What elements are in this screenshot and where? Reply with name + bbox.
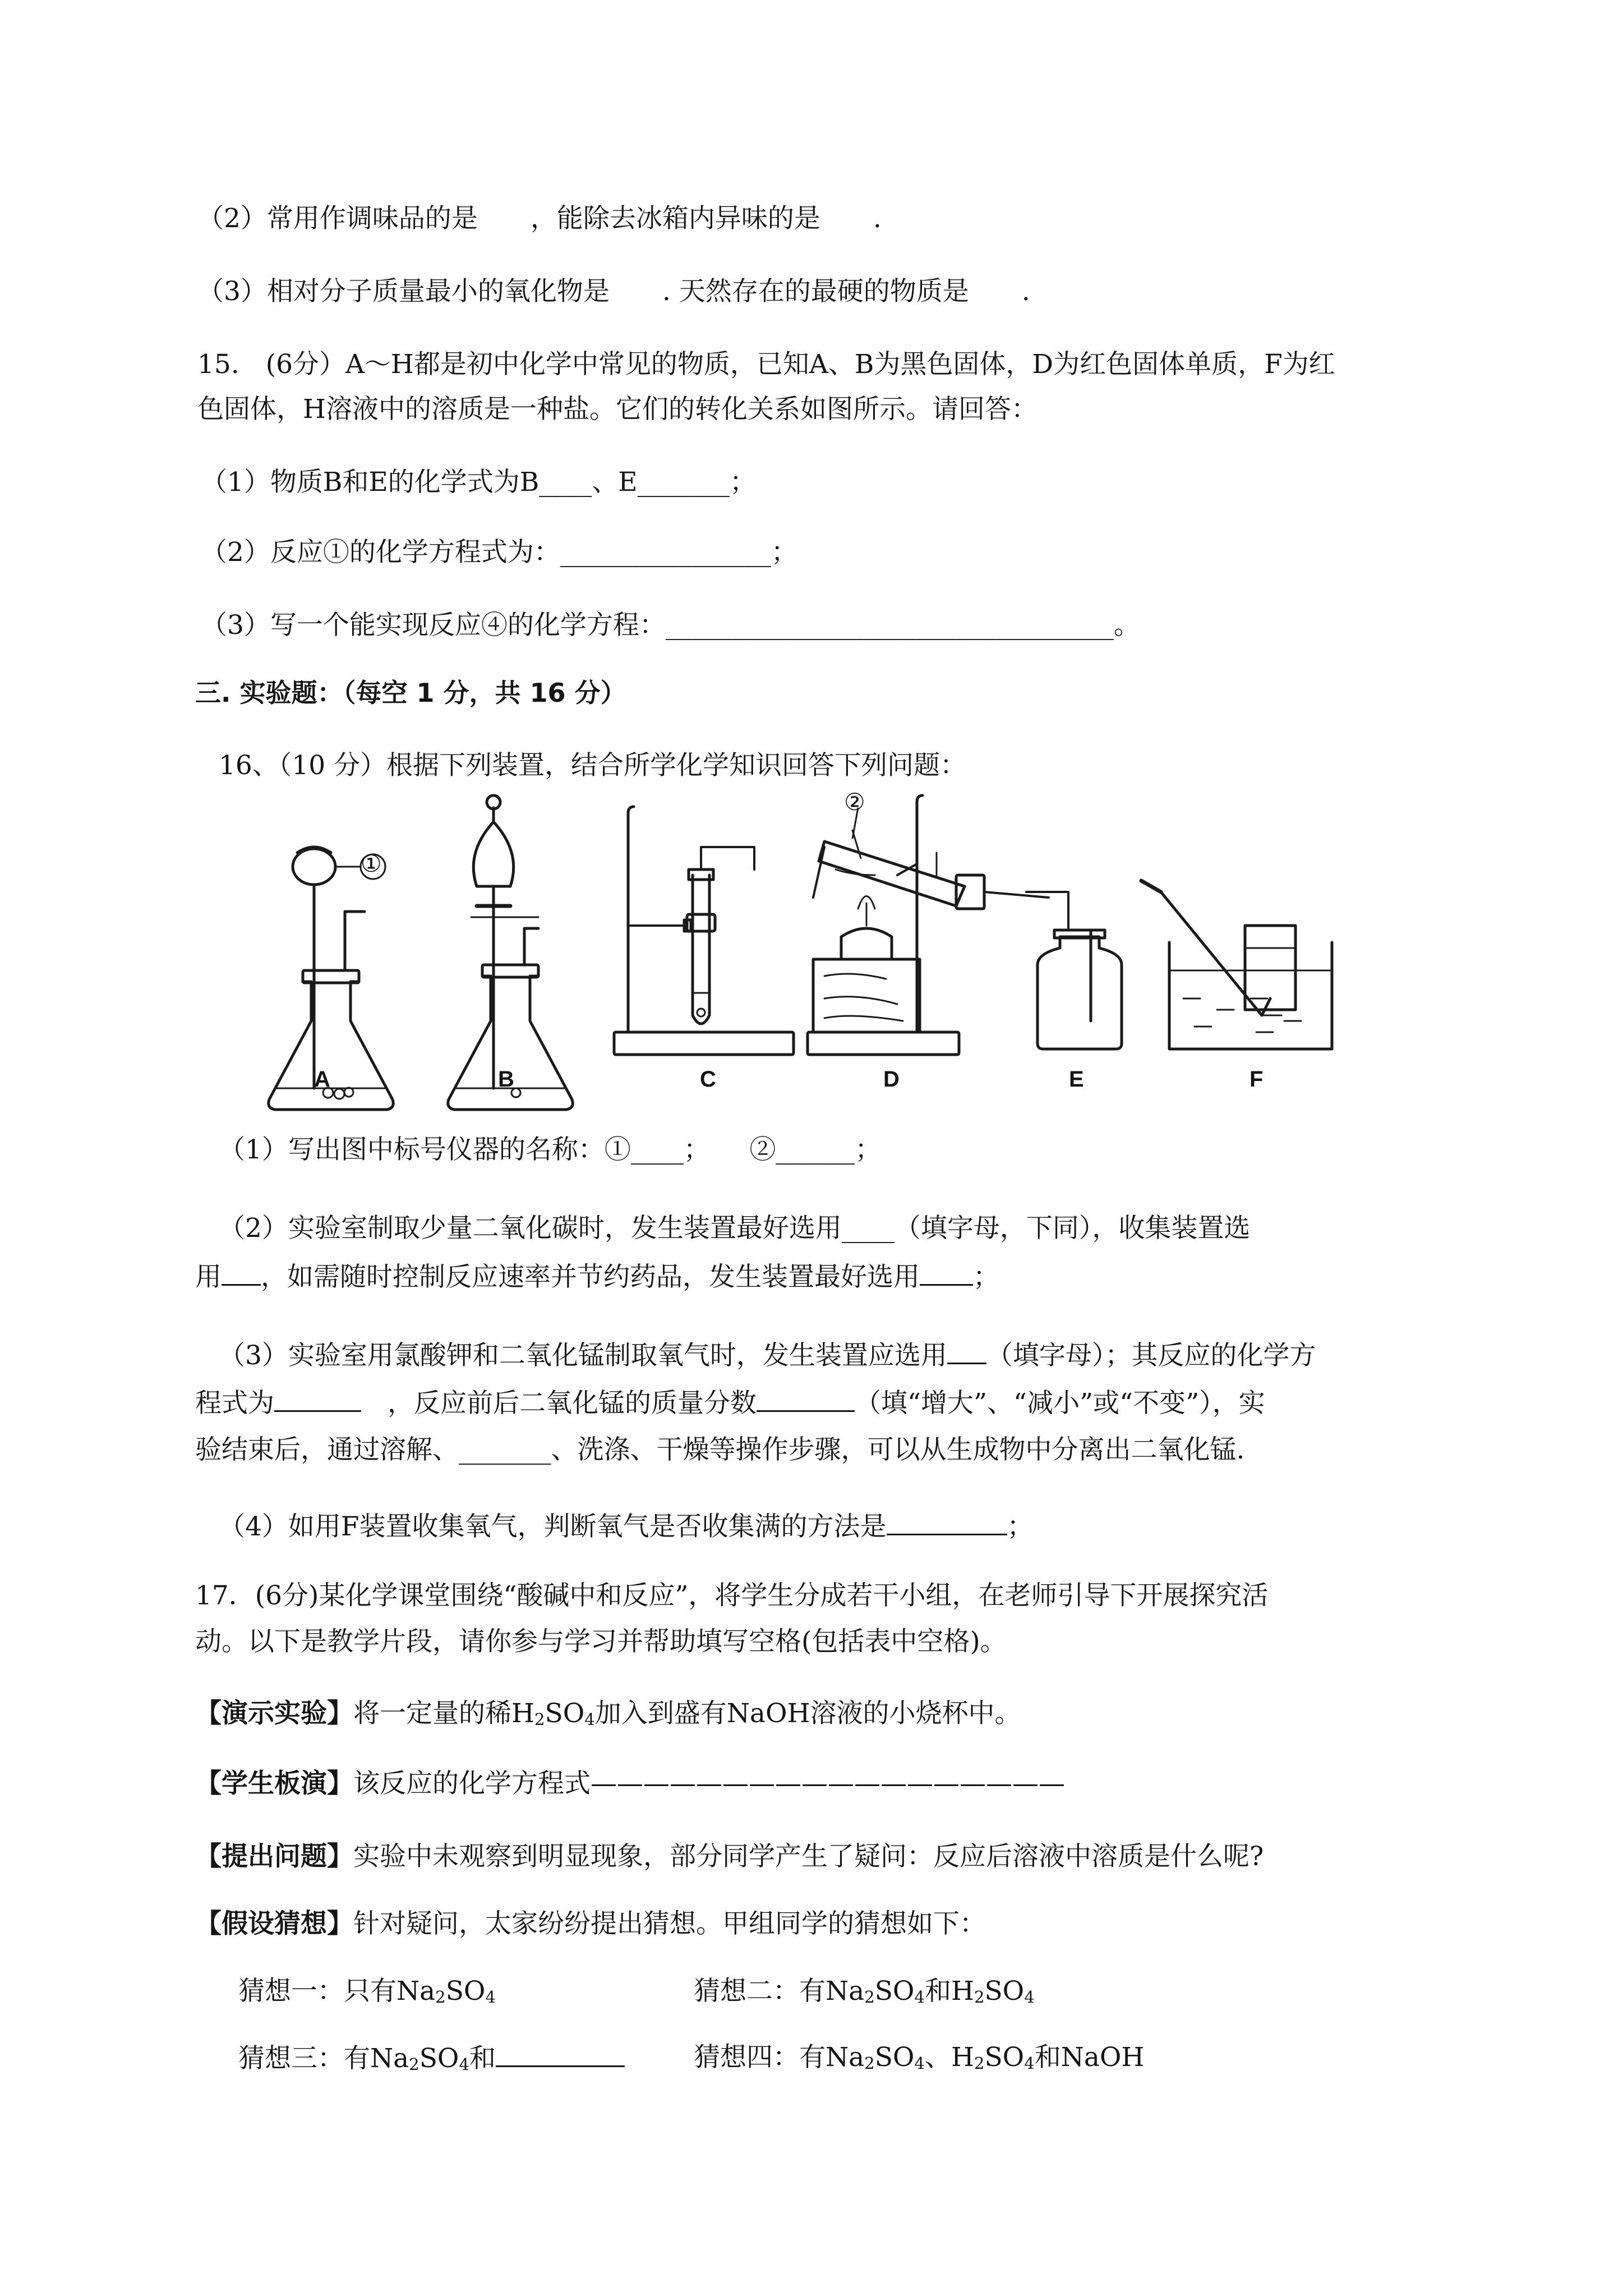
label-d: D bbox=[883, 1067, 900, 1092]
q17-question: 【提出问题】实验中未观察到明显现象，部分同学产生了疑问：反应后溶液中溶质是什么呢? bbox=[195, 1841, 1264, 1872]
q16-sub-4: （4）如用F装置收集氧气，判断氧气是否收集满的方法是 ； bbox=[219, 1509, 1034, 1544]
q16-sub-3-line-3: 验结束后，通过溶解、_______、洗涤、干燥等操作步骤，可以从生成物中分离出二氧化锰. bbox=[195, 1434, 1245, 1465]
q16-sub-3-line-2: 程式为 ，反应前后二氧化锰的质量分数 （填“增大”、“减小”或“不变”），实 bbox=[195, 1386, 1265, 1420]
q16-sub-2-line-1: （2）实验室制取少量二氧化碳时，发生装置最好选用____（填字母，下同），收集装置选 bbox=[219, 1213, 1251, 1244]
apparatus-f bbox=[1141, 881, 1332, 1049]
q15-sub-3: （3）写一个能实现反应④的化学方程：__________________________________。 bbox=[201, 610, 1140, 641]
label-c: C bbox=[700, 1067, 716, 1092]
label-f: F bbox=[1249, 1067, 1264, 1092]
guess-1: 猜想一：只有$Na_2SO_4$ bbox=[238, 1976, 496, 2007]
label-b: B bbox=[498, 1067, 514, 1092]
apparatus-b bbox=[448, 795, 573, 1110]
q16-sub-1: （1）写出图中标号仪器的名称：①____； ②______； bbox=[219, 1134, 882, 1165]
label-a: A bbox=[314, 1067, 330, 1092]
q15-sub-1: （1）物质B和E的化学式为B____、E_______； bbox=[201, 467, 757, 498]
apparatus-a bbox=[269, 847, 394, 1110]
q16-sub-3-line-1: （3）实验室用氯酸钾和二氧化锰制取氧气时，发生装置应选用 （填字母）；其反应的化学方 bbox=[219, 1338, 1316, 1373]
q16-intro: 16、（10 分）根据下列装置，结合所学化学知识回答下列问题： bbox=[219, 750, 967, 781]
q17-intro-line-1: 17．(6分)某化学课堂围绕“酸碱中和反应”，将学生分成若干小组，在老师引导下开展探究活 bbox=[195, 1580, 1269, 1611]
apparatus-e bbox=[1026, 892, 1122, 1049]
section-3-heading: 三. 实验题：（每空 1 分，共 16 分） bbox=[195, 678, 626, 708]
callout-2: ② bbox=[844, 788, 865, 816]
q14-line-2: （2）常用作调味品的是 ，能除去冰箱内异味的是 . bbox=[197, 203, 882, 234]
label-e: E bbox=[1069, 1067, 1084, 1092]
q14-line-3: （3）相对分子质量最小的氧化物是 . 天然存在的最硬的物质是 . bbox=[197, 276, 1030, 307]
callout-1: ① bbox=[361, 850, 382, 877]
guess-3: 猜想三：有$Na_2SO_4$和 bbox=[238, 2041, 625, 2076]
guess-2: 猜想二：有$Na_2SO_4$和$H_2SO_4$ bbox=[694, 1976, 1035, 2007]
q15-intro-line-2: 色固体，H溶液中的溶质是一种盐。它们的转化关系如图所示。请回答： bbox=[197, 394, 1038, 425]
q15-sub-2: （2）反应①的化学方程式为：________________； bbox=[201, 537, 797, 568]
apparatus-d bbox=[808, 795, 1049, 1055]
q17-intro-line-2: 动。以下是教学片段，请你参与学习并帮助填写空格(包括表中空格)。 bbox=[195, 1626, 1007, 1657]
guess-4: 猜想四：有$Na_2SO_4$、$H_2SO_4$和NaOH bbox=[694, 2042, 1145, 2073]
q17-board-demo: 【学生板演】该反应的化学方程式—————————————————— bbox=[195, 1768, 1065, 1799]
q17-demo-experiment: 【演示实验】将一定量的稀$H_2SO_4$加入到盛有NaOH溶液的小烧杯中。 bbox=[195, 1698, 1021, 1729]
q17-hypothesis: 【假设猜想】针对疑问，太家纷纷提出猜想。甲组同学的猜想如下： bbox=[195, 1908, 986, 1939]
apparatus-c bbox=[614, 807, 794, 1055]
q16-sub-2-line-2: 用 ，如需随时控制反应速率并节约药品，发生装置最好选用 ； bbox=[195, 1259, 999, 1294]
q15-intro-line-1: 15. (6分）A～H都是初中化学中常见的物质，已知A、B为黑色固体，D为红色固体单质，F为红 bbox=[197, 349, 1335, 380]
